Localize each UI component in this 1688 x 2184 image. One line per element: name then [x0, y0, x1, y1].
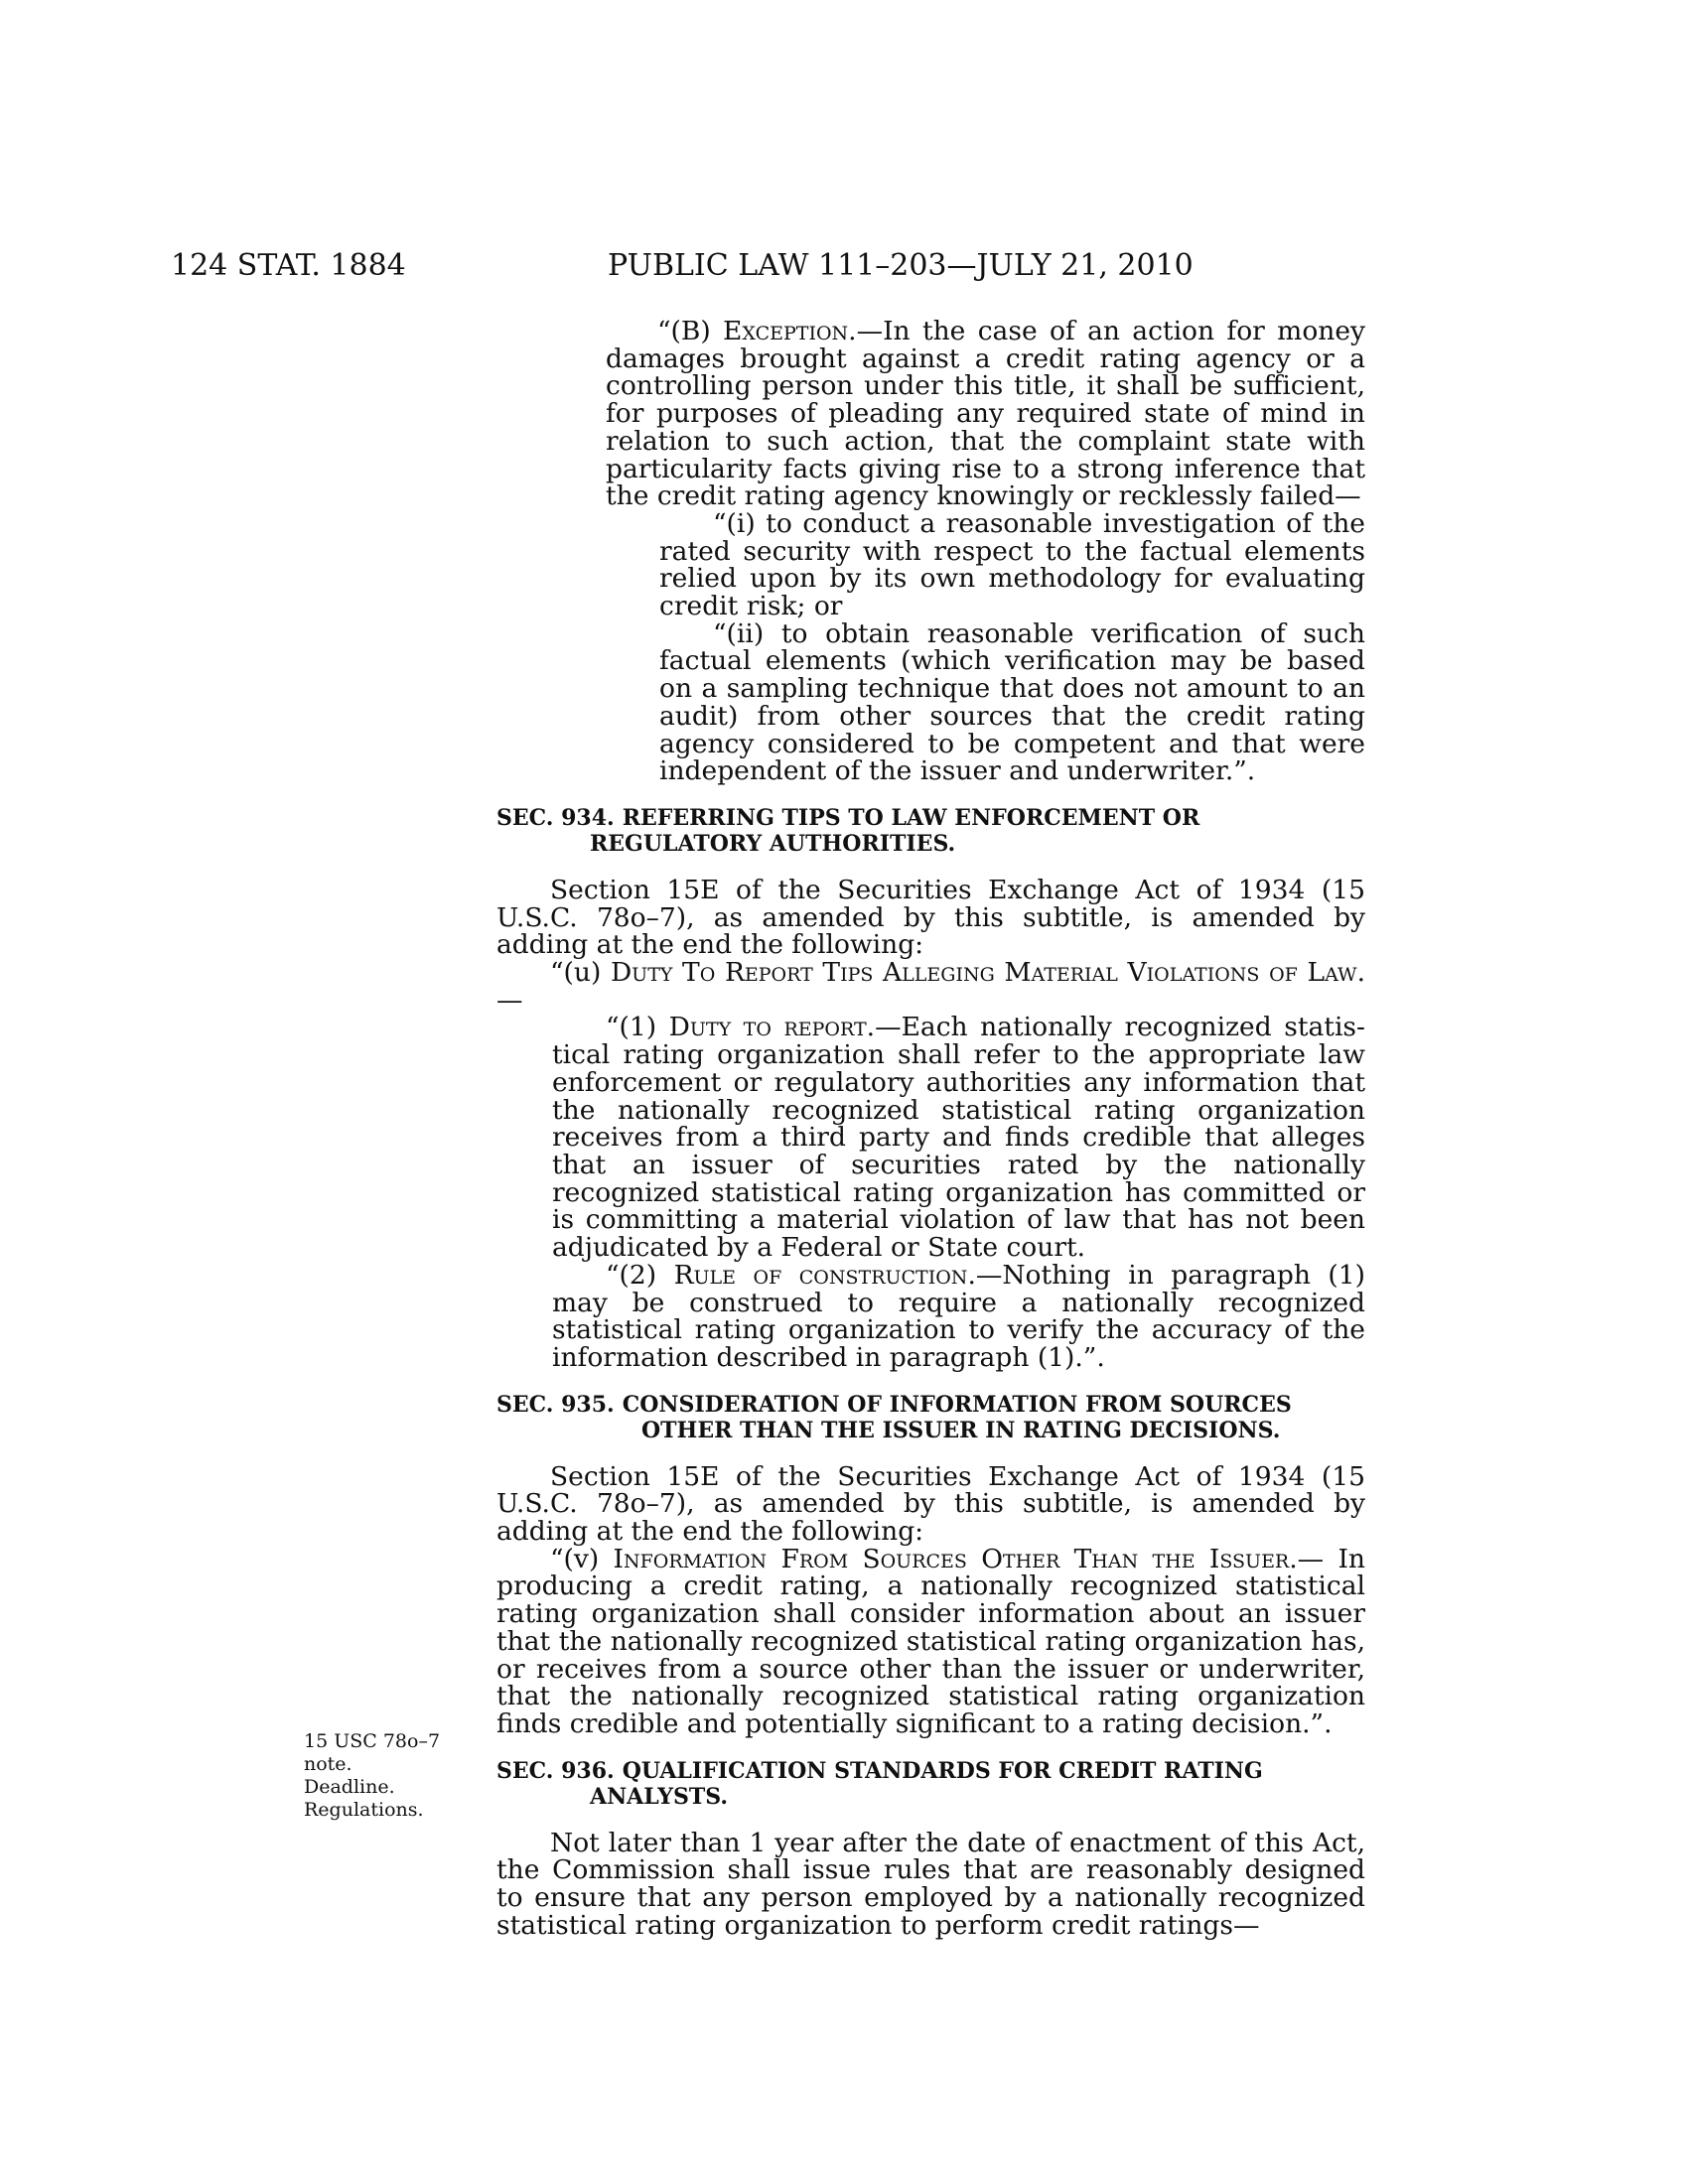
- public-law-title: PUBLIC LAW 111–203—JULY 21, 2010: [608, 248, 1194, 283]
- page-header: [171, 246, 1362, 286]
- exception-item-i: “(i) to conduct a reasonable investigation of the rated security with respect to the factual elements relied upon by its own methodology for evaluating credit risk; or: [659, 507, 1365, 622]
- subsection-u-heading: “(u) Duty To Report Tips Alleging Material Violations of Law.—: [496, 957, 1365, 1016]
- margin-note-citation: 15 USC 78o–7: [304, 1730, 441, 1752]
- paragraph-1-duty-to-report: “(1) Duty to report.—Each nationally recognized statistical rating organization shall refer to the appropriate law enforcement or regulatory authorities any information that the nationally recognized statistical rating organization receives from a third party and finds credible that alleges that an issuer of securities rated by the nationally recognized statistical rating organization has committed or is committing a material violation of law that has not been adjudicated by a Federal or State court.: [552, 1012, 1365, 1264]
- main-text: [496, 318, 1365, 1939]
- section-936-text: Not later than 1 year after the date of enactment of this Act, the Commission shall issue rules that are reasonably designed to ensure that any person employed by a nationally recognized statistical rating organization to perform credit ratings—: [496, 1827, 1365, 1941]
- subsection-v: “(v) Information From Sources Other Than the Issuer.— In producing a credit rating, a nationally recognized statistical rating organization shall consider information about an issuer that the nationally recognized statistical rating organization has, or receives from a source other than the issuer or underwriter, that the nationally recognized statistical rating organization finds credible and potentially significant to a rating decision.”.: [496, 1543, 1365, 1739]
- statute-page-number: 124 STAT. 1884: [171, 248, 406, 283]
- margin-note-regulations: Regulations.: [304, 1799, 424, 1821]
- section-935-heading: SEC. 935. CONSIDERATION OF INFORMATION FROM SOURCES OTHER THAN THE ISSUER IN RATING DECISIONS.: [496, 1391, 1292, 1443]
- exception-paragraph: “(B) Exception.—In the case of an action for money damages brought against a credit rating agency or a controlling person under this title, it shall be sufficient, for purposes of pleading any required state of mind in relation to such action, that the complaint state with particularity facts giving rise to a strong inference that the credit rating agency knowingly or recklessly failed—: [606, 316, 1365, 512]
- section-936-heading: SEC. 936. QUALIFICATION STANDARDS FOR CREDIT RATING ANALYSTS.: [496, 1757, 1263, 1810]
- section-934-intro: Section 15E of the Securities Exchange Act of 1934 (15 U.S.C. 78o–7), as amended by this subtitle, is amended by adding at the end the following:: [496, 874, 1365, 961]
- margin-note-note: note.: [304, 1753, 352, 1775]
- exception-label: Exception: [723, 316, 849, 346]
- section-934-heading: SEC. 934. REFERRING TIPS TO LAW ENFORCEMENT OR REGULATORY AUTHORITIES.: [496, 804, 1200, 857]
- exception-item-ii: “(ii) to obtain reasonable verification of such factual elements (which verification may be based on a sampling technique that does not amount to an audit) from other sources that the credit rating agency considered to be competent and that were independent of the issuer and underwriter.”.: [659, 617, 1365, 787]
- margin-note: [304, 1730, 453, 1822]
- paragraph-2-rule-of-construction: “(2) Rule of construction.—Nothing in paragraph (1) may be construed to require a nationally recognized statistical rating organization to verify the accuracy of the information described in paragraph (1).”.: [552, 1259, 1365, 1373]
- section-935-intro: Section 15E of the Securities Exchange Act of 1934 (15 U.S.C. 78o–7), as amended by this subtitle, is amended by adding at the end the following:: [496, 1460, 1365, 1548]
- margin-note-deadline: Deadline.: [304, 1776, 395, 1798]
